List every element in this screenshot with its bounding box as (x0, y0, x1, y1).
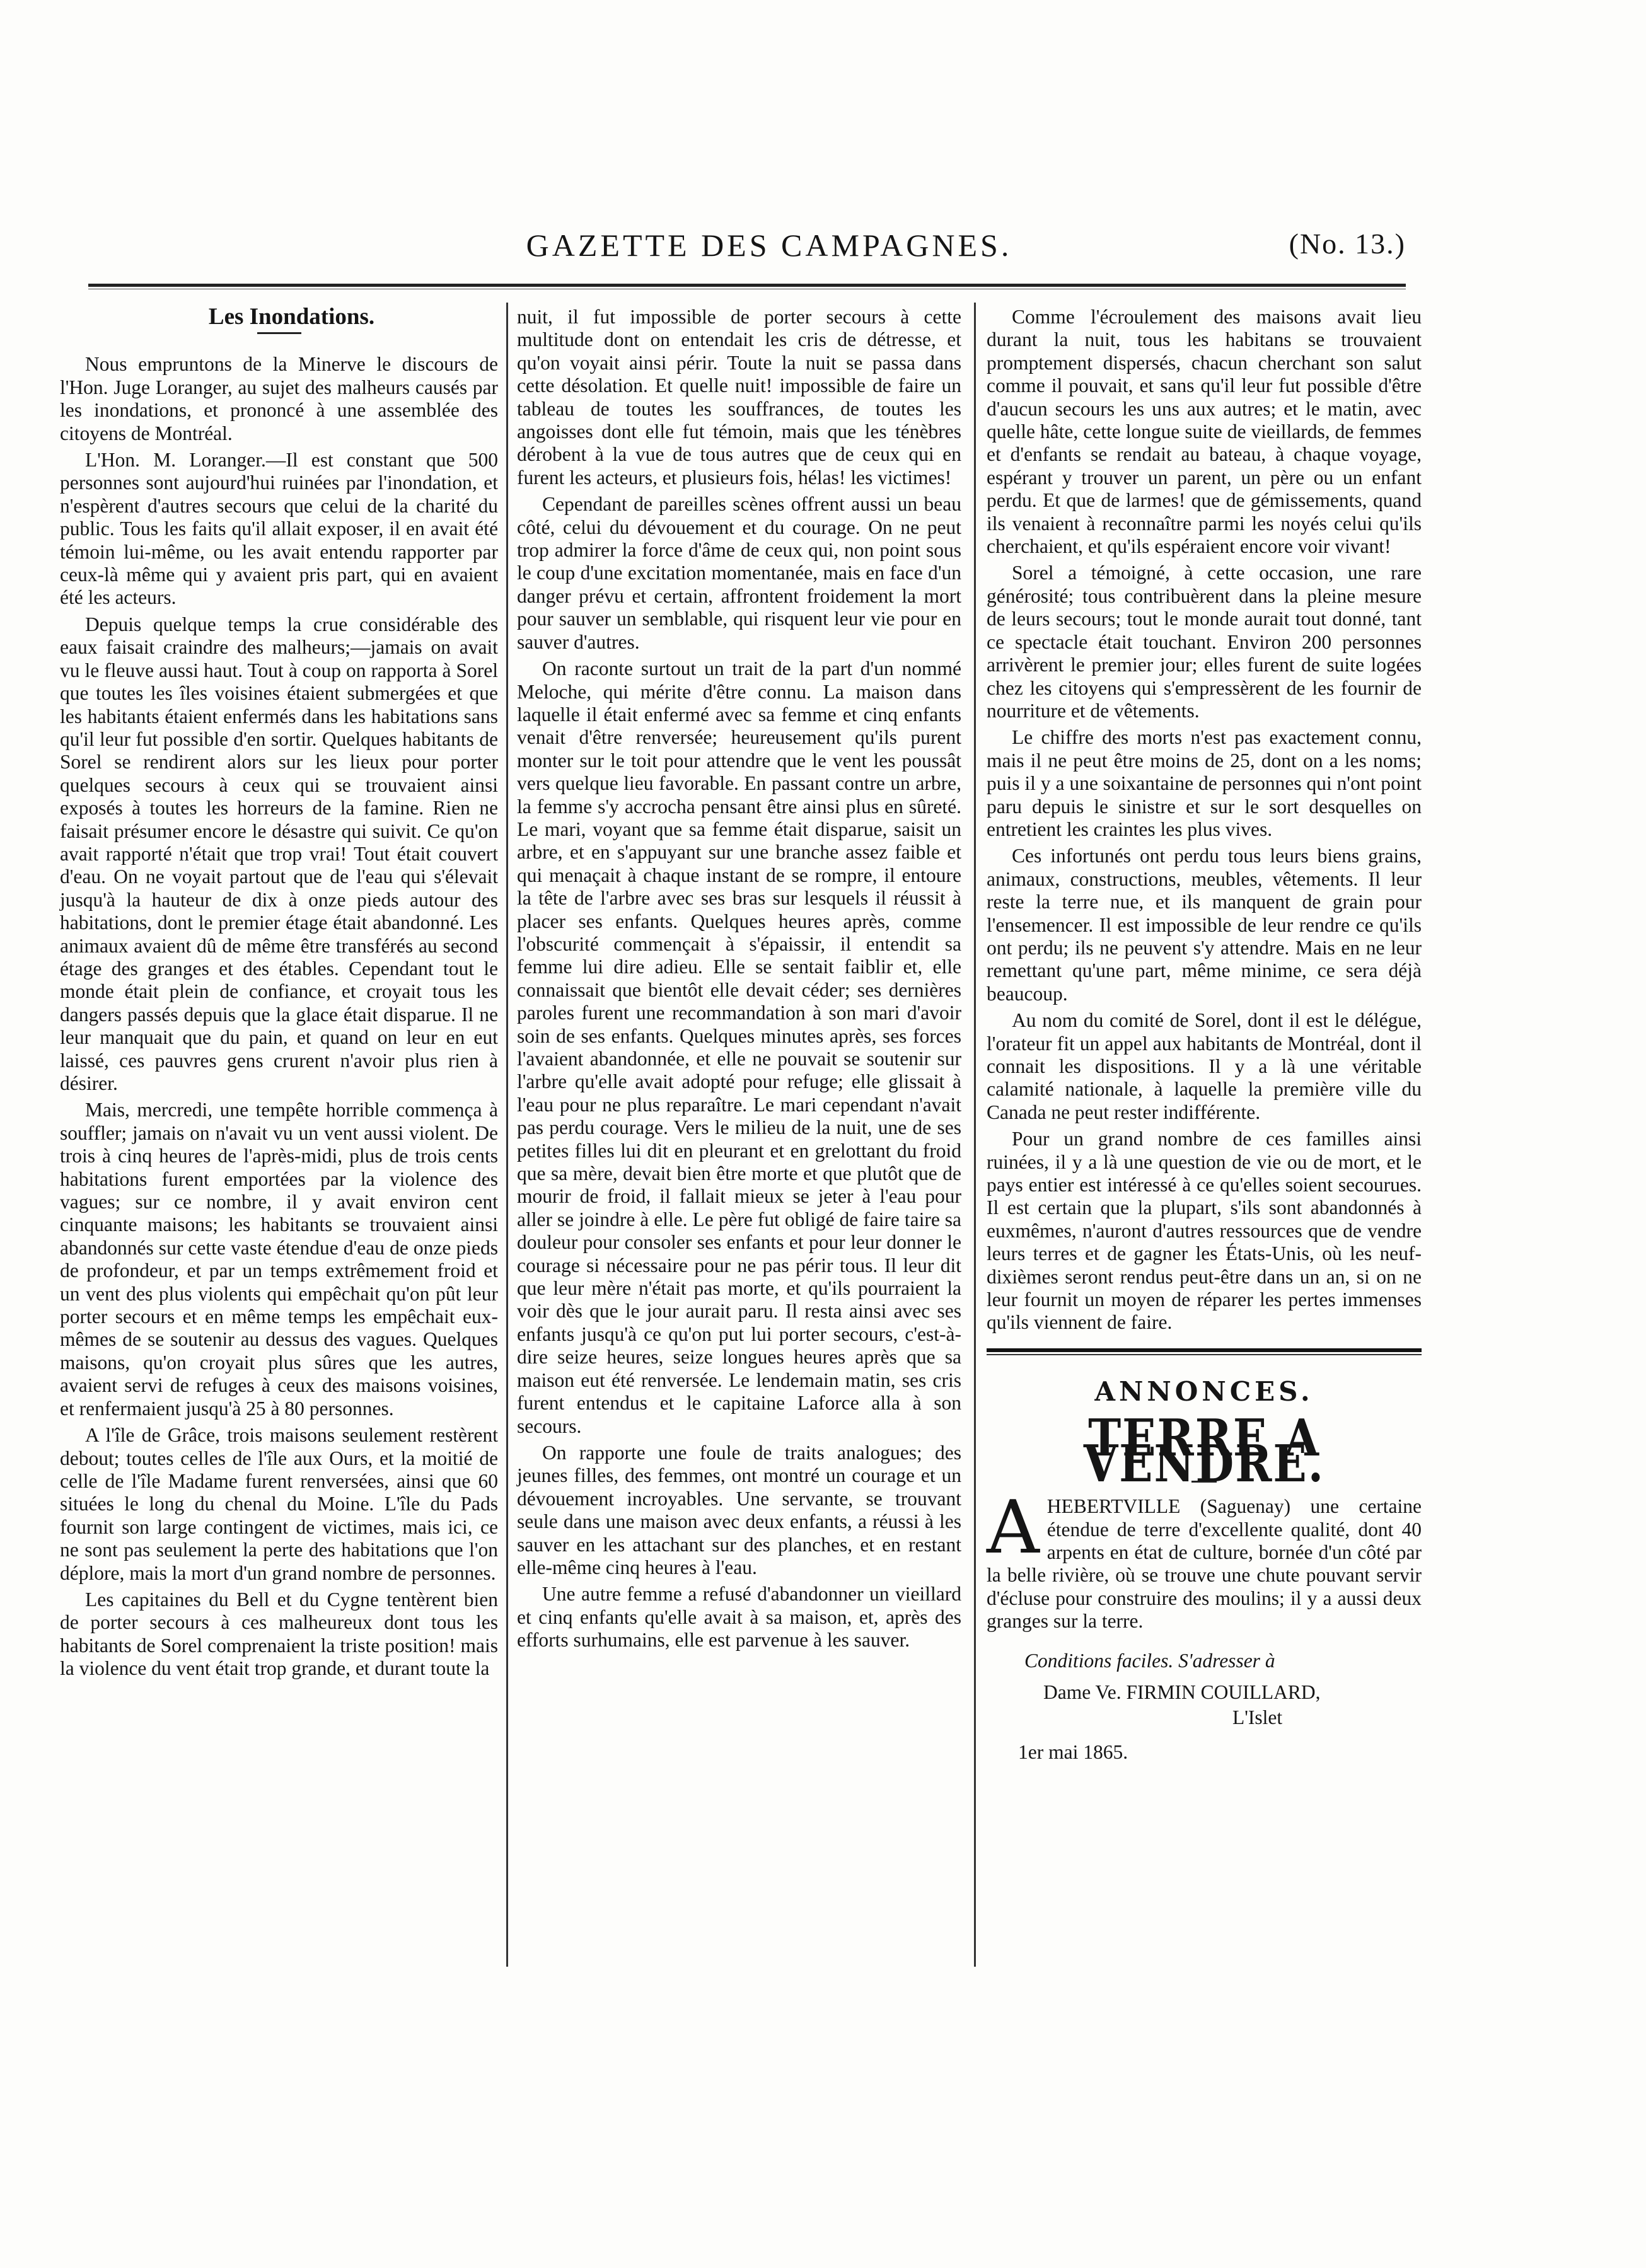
paragraph: Comme l'écroulement des maisons avait lieu durant la nuit, tous les habitans se trouvaient promptement dispersés, chacun cherchant son salut comme il pouvait, et sans qu'il leur fut possible d'être d'aucun secours les uns aux autres; et le matin, avec quelle hâte, cette longue suite de vieillards, de femmes et d'enfants se rendait au bateau, à chaque voyage, espérant y trouver un parent, un père ou un enfant perdu. Et que de larmes! que de gémissements, quand ils venaient à reconnaître parmi les noyés celui qu'ils cherchaient, et qu'ils espéraient encore voir vivant! (987, 306, 1422, 558)
ad-text: HEBERTVILLE (Saguenay) une certaine étendue de terre d'excellente qualité, dont 40 arpents en état de culture, bornée d'un côté par la belle rivière, où se trouve une chute pouvant servir d'écluse pour construire des moulins; il y a aussi deux granges sur la terre. (987, 1495, 1422, 1633)
ads-section-title: ANNONCES. (1094, 1375, 1314, 1407)
column-1 (60, 306, 498, 1684)
paragraph: Sorel a témoigné, à cette occasion, une rare générosité; tous contribuèrent dans la pleine mesure de leurs secours; tout le monde aurait tout donné, tant ce spectacle était touchant. Environ 200 personnes arrivèrent le premier jour; elles furent de suite logées chez les citoyens qui s'empressèrent de les fournir de nourriture et de vêtements. (987, 562, 1422, 722)
paragraph: On rapporte une foule de traits analogues; des jeunes filles, des femmes, ont montré un courage et un dévouement incroyables. Une servante, se trouvant seule dans une maison avec deux enfants, a réussi à les sauver en les attachant sur des planches, et en restant elle-même cinq heures à l'eau. (517, 1441, 961, 1578)
paragraph: nuit, il fut impossible de porter secours à cette multitude dont on entendait les cris de détresse, et qu'on voyait ainsi périr. Toute la nuit se passa dans cette désolation. Et quelle nuit! impossible de faire un tableau de toutes les souffrances, de toutes les angoisses dont elle fut témoin, mais que les ténèbres dérobent à la vue de tous autres que de ceux qui en furent les acteurs, et plusieurs fois, hélas! les victimes! (517, 306, 961, 489)
paragraph: Les capitaines du Bell et du Cygne tentèrent bien de porter secours à ces malheureux dont tous les habitants de Sorel comprenaient la triste position! mais la violence du vent était trop grande, et durant toute la (60, 1588, 498, 1680)
publication-title: GAZETTE DES CAMPAGNES. (526, 228, 1012, 263)
issue-number: (No. 13.) (1289, 228, 1406, 260)
title-rule (257, 332, 301, 334)
ad-date: 1er mai 1865. (1018, 1740, 1128, 1763)
paragraph: Une autre femme a refusé d'abandonner un vieillard et cinq enfants qu'elle avait à sa maison, et, après des efforts surhumains, elle est parvenue à les sauver. (517, 1583, 961, 1652)
paragraph: Cependant de pareilles scènes offrent aussi un beau côté, celui du dévouement et du courage. On ne peut trop admirer la force d'âme de ceux qui, non point sous le coup d'une excitation momentanée, mais en face d'un danger prévu et certain, affrontent froidement la mort pour sauver un semblable, qui risquent leur vie pour en sauver d'autres. (517, 493, 961, 653)
paragraph: L'Hon. M. Loranger.—Il est constant que 500 personnes sont aujourd'hui ruinées par l'inondation, et n'espèrent d'autres secours que celui de la charité du public. Tous les faits qu'il allait exposer, il en avait été témoin lui-même, ou les avait entendu rapporter par ceux-là même qui y avaient pris part, qui en avaient été les acteurs. (60, 449, 498, 609)
section-rule (987, 1354, 1422, 1355)
paragraph: Depuis quelque temps la crue considérable des eaux faisait craindre des malheurs;—jamais on avait vu le fleuve aussi haut. Tout à coup on rapporta à Sorel que toutes les îles voisines étaient submergées et que les habitants étaient enfermés dans les habitations sans qu'il leur fut possible d'en sortir. Quelques habitants de Sorel se rendirent alors sur les lieux pour porter quelques secours à ceux qui se trouvaient ainsi exposés à toutes les horreurs de la famine. Rien ne faisait présumer encore le désastre qui suivit. Ce qu'on avait rapporté n'était que trop vrai! Tout était couvert d'eau. On ne voyait partout que de l'eau qui s'élevait jusqu'à la hauteur de dix à onze pieds autour des habitations, dont le premier étage était abandonné. Les animaux avaient dû de même être transférés au second étage des granges et des étables. Cependant tout le monde était plein de confiance, et croyait tous les dangers passés depuis que la glace était disparue. Il ne leur manquait que du pain, et quand on leur en eut laissé, ces pauvres gens crurent n'avoir plus rien à désirer. (60, 613, 498, 1094)
column-divider (974, 303, 976, 1967)
header-rule (88, 284, 1406, 289)
ad-body (987, 1485, 1422, 1764)
ad-title: TERRE A VENDRE. (1083, 1408, 1325, 1495)
paragraph: Au nom du comité de Sorel, dont il est le délégue, l'orateur fit un appel aux habitants de Montréal, dont il connait les dispositions. Il y a là une véritable calamité nationale, à laquelle la première ville du Canada ne peut rester indifférente. (987, 1009, 1422, 1123)
paragraph: Pour un grand nombre de ces familles ainsi ruinées, il y a là une question de vie ou de mort, et le pays entier est intéressé à ce qu'elles soient secourues. Il est certain que la plupart, s'ils sont abandonnés à euxmêmes, n'auront d'autres ressources que de vendre leurs terres et de gagner les États-Unis, où les neuf-dixièmes seront rendus peut-être dans un an, si on ne leur fournit un moyen de réparer les pertes immenses qu'ils viennent de faire. (987, 1128, 1422, 1334)
drop-cap: A (987, 1485, 1040, 1571)
paragraph: Le chiffre des morts n'est pas exactement connu, mais il ne peut être moins de 25, dont on a les noms; puis il y a une soixantaine de personnes qui n'ont point paru depuis le sinistre et sur le sort desquelles on entretient les craintes les plus vives. (987, 726, 1422, 840)
paragraph: A l'île de Grâce, trois maisons seulement restèrent debout; toutes celles de l'île aux Ours, et la moitié de celle de l'île Madame furent renversées, ainsi que 60 situées le long du chenal du Moine. L'île du Pads fournit son large contingent de victimes, mais ici, ce ne sont pas seulement la perte des habitations que l'on déplore, mais la mort d'un grand nombre de personnes. (60, 1424, 498, 1584)
paragraph: Nous empruntons de la Minerve le discours de l'Hon. Juge Loranger, au sujet des malheurs causés par les inondations, et prononcé à une assemblée des citoyens de Montréal. (60, 353, 498, 444)
paragraph: On raconte surtout un trait de la part d'un nommé Meloche, qui mérite d'être connu. La maison dans laquelle il était enfermé avec sa femme et cinq enfants venait d'être renversée; heureusement qu'ils purent monter sur le toit pour attendre que le vent les poussât vers quelque lieu favorable. En passant contre un arbre, la femme s'y accrocha pensant être ainsi plus en sûreté. Le mari, voyant que sa femme était disparue, saisit un arbre, et en s'appuyant sur une branche assez faible et qui menaçait à chaque instant de se rompre, il entoure la tête de l'arbre avec ses bras sur lesquels il réussit à placer ses enfants. Quelques heures après, comme l'obscurité commençait à s'épaissir, il entendit sa femme lui dire adieu. Elle se sentait faiblir et, elle connaissait que bientôt elle devait céder; ses dernières paroles furent une recommandation à son mari d'avoir soin de ses enfants. Quelques minutes après, ses forces l'avaient abandonnée, et elle ne pouvait se soutenir sur l'arbre qu'elle avait adopté pour refuge; elle glissait à l'eau pour ne plus reparaître. Le mari cependant n'avait pas perdu courage. Vers le milieu de la nuit, une de ses petites filles lui dit en pleurant et en grelottant du froid que sa mère, devait bien être morte et que plutôt que de mourir de froid, il fallait mieux se jeter à l'eau pour aller se joindre à elle. Le père fut obligé de faire taire sa douleur pour consoler ses enfants et pour leur donner le courage si nécessaire pour ne pas périr tous. Il leur dit que leur mère n'était pas morte, et qu'ils pourraient la voir dès que le jour aurait paru. Il resta ainsi avec ses enfants jusqu'à ce qu'on put lui porter secours, c'est-à-dire seize heures, seize longues heures après que sa maison eut été renversée. Le lendemain matin, ses cris furent entendus et le capitaine Laforce alla à son secours. (517, 657, 961, 1437)
ad-contact: Dame Ve. FIRMIN COUILLARD, (1043, 1681, 1321, 1703)
ad-place: L'Islet (1232, 1706, 1283, 1729)
paragraph: Ces infortunés ont perdu tous leurs biens grains, animaux, constructions, meubles, vêtements. Il leur reste la terre nue, et ils manquent de grain pour l'ensemencer. Il est impossible de leur rendre ce qu'ils ont perdu; ils ne peuvent s'y attendre. Mais en ne leur remettant qu'une part, même minime, ce sera déjà beaucoup. (987, 845, 1422, 1005)
section-rule (987, 1348, 1422, 1352)
column-2 (517, 306, 961, 1656)
column-3 (987, 306, 1422, 1764)
paragraph: Mais, mercredi, une tempête horrible commença à souffler; jamais on n'avait vu un vent aussi violent. De trois à cinq heures de l'après-midi, plus de trois cents habitations furent emportées par la violence des vagues; sur ce nombre, il y avait environ cent cinquante maisons; les habitants se trouvaient ainsi abandonnés sur cette vaste étendue d'eau de onze pieds de profondeur, et par un temps extrêmement froid et un vent des plus violents qui empêchait qu'on pût leur porter secours et en même temps les empêchait eux-mêmes de se soutenir au dessus des vagues. Quelques maisons, qu'on croyait plus sûres que les autres, avaient servi de refuges à ceux des maisons voisines, et renfermaient jusqu'à 25 à 80 personnes. (60, 1099, 498, 1420)
column-divider (506, 303, 508, 1967)
ad-conditions: Conditions faciles. S'adresser à (1024, 1649, 1275, 1672)
article-title: Les Inondations. (208, 304, 375, 330)
running-header (88, 227, 1406, 271)
